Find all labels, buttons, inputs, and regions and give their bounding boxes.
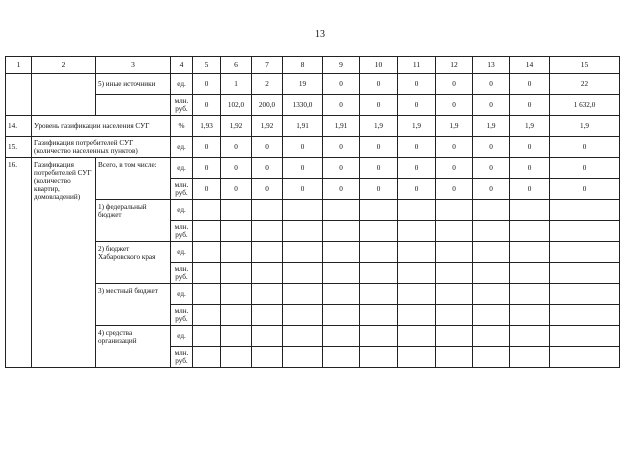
value-cell: 0 bbox=[436, 137, 473, 158]
value-cell: 0 bbox=[550, 137, 620, 158]
value-cell: 1,9 bbox=[510, 116, 550, 137]
value-cell: 0 bbox=[360, 158, 398, 179]
table-row bbox=[6, 200, 620, 221]
value-cell: 0 bbox=[510, 74, 550, 95]
value-cell: 1,9 bbox=[436, 116, 473, 137]
value-cell: 0 bbox=[473, 95, 510, 116]
value-cell bbox=[283, 347, 323, 368]
source-label: 5) иные источники bbox=[96, 74, 171, 95]
column-number: 14 bbox=[510, 57, 550, 74]
table-row bbox=[6, 95, 620, 116]
value-cell: 0 bbox=[283, 179, 323, 200]
column-number: 15 bbox=[550, 57, 620, 74]
value-cell bbox=[510, 221, 550, 242]
source-label: 1) федеральный бюджет bbox=[96, 200, 171, 242]
value-cell: 0 bbox=[360, 137, 398, 158]
value-cell: 22 bbox=[550, 74, 620, 95]
value-cell: 0 bbox=[550, 158, 620, 179]
value-cell: 1 bbox=[221, 74, 252, 95]
value-cell bbox=[473, 200, 510, 221]
value-cell bbox=[398, 263, 436, 284]
page-number: 13 bbox=[315, 29, 325, 40]
unit-cell: ед. bbox=[171, 137, 193, 158]
source-label bbox=[96, 95, 171, 116]
value-cell: 1,92 bbox=[252, 116, 283, 137]
table-row bbox=[6, 284, 620, 305]
value-cell bbox=[436, 347, 473, 368]
value-cell bbox=[323, 242, 360, 263]
value-cell bbox=[283, 263, 323, 284]
value-cell: 200,0 bbox=[252, 95, 283, 116]
value-cell: 2 bbox=[252, 74, 283, 95]
value-cell bbox=[252, 284, 283, 305]
value-cell bbox=[550, 305, 620, 326]
value-cell: 0 bbox=[398, 137, 436, 158]
unit-cell: ед. bbox=[171, 158, 193, 179]
value-cell bbox=[360, 284, 398, 305]
value-cell: 0 bbox=[283, 158, 323, 179]
value-cell bbox=[323, 221, 360, 242]
value-cell bbox=[193, 347, 221, 368]
value-cell: 0 bbox=[398, 74, 436, 95]
value-cell bbox=[221, 221, 252, 242]
value-cell bbox=[436, 221, 473, 242]
value-cell bbox=[550, 326, 620, 347]
column-number: 7 bbox=[252, 57, 283, 74]
column-number: 12 bbox=[436, 57, 473, 74]
value-cell bbox=[283, 284, 323, 305]
value-cell bbox=[473, 326, 510, 347]
source-label: Всего, в том числе: bbox=[96, 158, 171, 200]
value-cell bbox=[193, 284, 221, 305]
column-number: 1 bbox=[6, 57, 32, 74]
column-number: 13 bbox=[473, 57, 510, 74]
source-label: 4) средства организаций bbox=[96, 326, 171, 368]
value-cell bbox=[436, 263, 473, 284]
value-cell bbox=[283, 242, 323, 263]
value-cell bbox=[252, 221, 283, 242]
value-cell bbox=[323, 200, 360, 221]
value-cell bbox=[221, 200, 252, 221]
value-cell: 0 bbox=[193, 179, 221, 200]
value-cell: 0 bbox=[252, 137, 283, 158]
value-cell bbox=[283, 200, 323, 221]
value-cell bbox=[510, 305, 550, 326]
unit-cell: млн. руб. bbox=[171, 263, 193, 284]
value-cell bbox=[510, 263, 550, 284]
table-row bbox=[6, 74, 620, 95]
value-cell bbox=[398, 221, 436, 242]
row-number-cell: 15. bbox=[6, 137, 32, 158]
value-cell bbox=[550, 242, 620, 263]
source-label: 2) бюджет Хабаровского края bbox=[96, 242, 171, 284]
value-cell: 0 bbox=[473, 137, 510, 158]
value-cell: 102,0 bbox=[221, 95, 252, 116]
value-cell: 0 bbox=[283, 137, 323, 158]
value-cell: 0 bbox=[510, 95, 550, 116]
value-cell: 0 bbox=[398, 95, 436, 116]
value-cell bbox=[360, 242, 398, 263]
value-cell: 1330,0 bbox=[283, 95, 323, 116]
value-cell bbox=[193, 242, 221, 263]
value-cell bbox=[323, 263, 360, 284]
value-cell: 0 bbox=[193, 74, 221, 95]
value-cell bbox=[398, 326, 436, 347]
value-cell: 0 bbox=[436, 158, 473, 179]
value-cell: 1,9 bbox=[550, 116, 620, 137]
value-cell: 0 bbox=[360, 74, 398, 95]
row-number-cell: 14. bbox=[6, 116, 32, 137]
value-cell: 1,91 bbox=[283, 116, 323, 137]
value-cell bbox=[252, 347, 283, 368]
value-cell bbox=[221, 305, 252, 326]
unit-cell: млн. руб. bbox=[171, 221, 193, 242]
value-cell bbox=[436, 200, 473, 221]
value-cell: 1,92 bbox=[221, 116, 252, 137]
value-cell: 0 bbox=[252, 179, 283, 200]
table-row bbox=[6, 326, 620, 347]
unit-cell: млн. руб. bbox=[171, 305, 193, 326]
value-cell bbox=[473, 263, 510, 284]
unit-cell: ед. bbox=[171, 326, 193, 347]
value-cell: 0 bbox=[221, 179, 252, 200]
value-cell bbox=[473, 221, 510, 242]
value-cell bbox=[193, 305, 221, 326]
source-label: 3) местный бюджет bbox=[96, 284, 171, 326]
value-cell bbox=[510, 326, 550, 347]
value-cell bbox=[252, 200, 283, 221]
value-cell bbox=[473, 305, 510, 326]
value-cell bbox=[283, 221, 323, 242]
value-cell bbox=[323, 284, 360, 305]
indicator-label: Газификация потребителей СУГ (количество населенных пунктов) bbox=[32, 137, 171, 158]
value-cell bbox=[510, 200, 550, 221]
column-number: 11 bbox=[398, 57, 436, 74]
value-cell bbox=[283, 326, 323, 347]
value-cell bbox=[221, 242, 252, 263]
value-cell bbox=[360, 200, 398, 221]
value-cell bbox=[473, 242, 510, 263]
value-cell: 0 bbox=[398, 158, 436, 179]
value-cell: 0 bbox=[398, 179, 436, 200]
value-cell bbox=[550, 263, 620, 284]
value-cell bbox=[436, 284, 473, 305]
value-cell: 0 bbox=[436, 74, 473, 95]
value-cell: 0 bbox=[510, 179, 550, 200]
value-cell bbox=[221, 263, 252, 284]
value-cell: 0 bbox=[510, 137, 550, 158]
value-cell: 0 bbox=[360, 95, 398, 116]
value-cell bbox=[398, 284, 436, 305]
value-cell bbox=[436, 242, 473, 263]
table-row bbox=[6, 242, 620, 263]
value-cell bbox=[221, 284, 252, 305]
value-cell bbox=[550, 347, 620, 368]
value-cell: 1,91 bbox=[323, 116, 360, 137]
value-cell bbox=[436, 305, 473, 326]
value-cell bbox=[398, 347, 436, 368]
value-cell: 0 bbox=[323, 95, 360, 116]
value-cell bbox=[550, 284, 620, 305]
value-cell: 0 bbox=[323, 158, 360, 179]
value-cell bbox=[550, 221, 620, 242]
table-row bbox=[6, 116, 620, 137]
row-number-cell: 16. bbox=[6, 158, 32, 368]
value-cell bbox=[510, 347, 550, 368]
column-number: 8 bbox=[283, 57, 323, 74]
column-number: 9 bbox=[323, 57, 360, 74]
value-cell bbox=[221, 347, 252, 368]
value-cell bbox=[473, 284, 510, 305]
value-cell: 19 bbox=[283, 74, 323, 95]
value-cell bbox=[323, 326, 360, 347]
value-cell: 0 bbox=[360, 179, 398, 200]
value-cell bbox=[221, 326, 252, 347]
value-cell: 0 bbox=[193, 95, 221, 116]
value-cell bbox=[360, 221, 398, 242]
indicator-label: Газификация потребителей СУГ (количество квартир, домовладений) bbox=[32, 158, 96, 368]
value-cell bbox=[193, 221, 221, 242]
value-cell: 1 632,0 bbox=[550, 95, 620, 116]
value-cell: 0 bbox=[510, 158, 550, 179]
value-cell bbox=[252, 326, 283, 347]
unit-cell: млн. руб. bbox=[171, 179, 193, 200]
row-number-cell bbox=[6, 74, 32, 116]
unit-cell: % bbox=[171, 116, 193, 137]
unit-cell: ед. bbox=[171, 242, 193, 263]
table-row bbox=[6, 158, 620, 179]
value-cell bbox=[510, 284, 550, 305]
value-cell: 0 bbox=[436, 95, 473, 116]
value-cell: 1,93 bbox=[193, 116, 221, 137]
value-cell: 0 bbox=[193, 158, 221, 179]
value-cell bbox=[398, 242, 436, 263]
indicator-cell bbox=[32, 74, 96, 116]
value-cell: 0 bbox=[323, 137, 360, 158]
value-cell bbox=[398, 305, 436, 326]
value-cell: 0 bbox=[323, 74, 360, 95]
column-number: 10 bbox=[360, 57, 398, 74]
value-cell: 0 bbox=[473, 74, 510, 95]
table-row bbox=[6, 137, 620, 158]
unit-cell: ед. bbox=[171, 200, 193, 221]
value-cell: 0 bbox=[323, 179, 360, 200]
value-cell bbox=[193, 263, 221, 284]
value-cell bbox=[283, 305, 323, 326]
column-number: 3 bbox=[96, 57, 171, 74]
value-cell bbox=[550, 200, 620, 221]
value-cell bbox=[323, 305, 360, 326]
value-cell bbox=[193, 326, 221, 347]
value-cell: 0 bbox=[473, 158, 510, 179]
value-cell bbox=[323, 347, 360, 368]
value-cell: 0 bbox=[221, 137, 252, 158]
unit-cell: ед. bbox=[171, 284, 193, 305]
value-cell bbox=[252, 305, 283, 326]
value-cell: 0 bbox=[473, 179, 510, 200]
column-number: 5 bbox=[193, 57, 221, 74]
column-number: 2 bbox=[32, 57, 96, 74]
indicator-table bbox=[5, 56, 620, 368]
value-cell bbox=[252, 242, 283, 263]
header-row bbox=[6, 57, 620, 74]
value-cell: 1,9 bbox=[473, 116, 510, 137]
indicator-label: Уровень газификации населения СУГ bbox=[32, 116, 171, 137]
value-cell: 0 bbox=[436, 179, 473, 200]
value-cell bbox=[360, 326, 398, 347]
value-cell bbox=[398, 200, 436, 221]
value-cell: 0 bbox=[193, 137, 221, 158]
unit-cell: млн. руб. bbox=[171, 95, 193, 116]
value-cell bbox=[473, 347, 510, 368]
value-cell bbox=[510, 242, 550, 263]
column-number: 6 bbox=[221, 57, 252, 74]
value-cell: 0 bbox=[252, 158, 283, 179]
unit-cell: ед. bbox=[171, 74, 193, 95]
value-cell bbox=[252, 263, 283, 284]
value-cell: 0 bbox=[221, 158, 252, 179]
unit-cell: млн. руб. bbox=[171, 347, 193, 368]
value-cell bbox=[193, 200, 221, 221]
value-cell bbox=[360, 263, 398, 284]
value-cell: 0 bbox=[550, 179, 620, 200]
value-cell bbox=[436, 326, 473, 347]
value-cell bbox=[360, 305, 398, 326]
value-cell: 1,9 bbox=[398, 116, 436, 137]
value-cell bbox=[360, 347, 398, 368]
column-number: 4 bbox=[171, 57, 193, 74]
value-cell: 1,9 bbox=[360, 116, 398, 137]
